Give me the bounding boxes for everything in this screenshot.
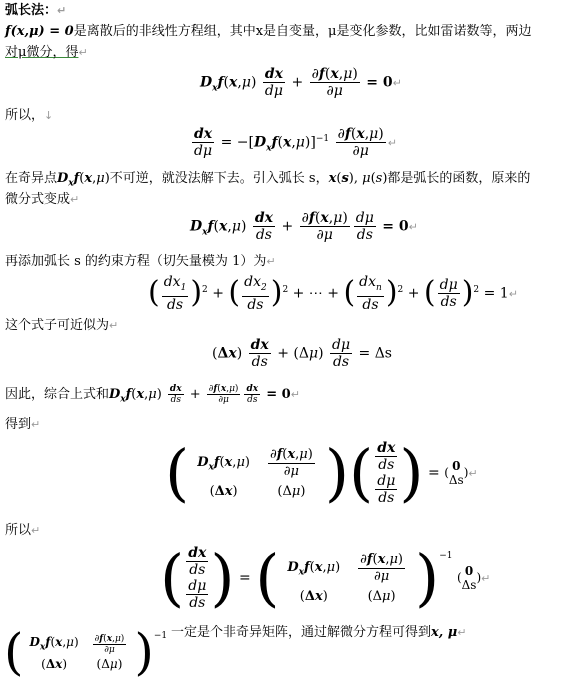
equation-1: $D_xf(x,\mu)$ $\frac{dx}{d\mu}$ + $\frac{\partial f(x,\mu)}{\partial\mu}$ = 0↵: [200, 66, 402, 99]
equation-6-matrix: ( $D_xf(x,\mu)$ $\frac{\partial f(x,\mu)}{\partial\mu}$ (Δx) (Δμ) )( $\frac{dx}{ds}$ $\frac{d\mu}{ds}$ ) = ( 0 Δs)↵: [165, 436, 478, 509]
equation-3: $D_xf(x,\mu)$ $\frac{dx}{ds}$ + $\frac{\partial f(x,\mu)}{\partial\mu}$ $\frac{d\mu}{ds}$ = 0↵: [190, 210, 418, 243]
paragraph-5: 这个式子可近似为↵: [5, 318, 119, 333]
paragraph-3-cont: 微分式变成↵: [5, 192, 80, 207]
equation-2: $\frac{dx}{d\mu}$ = $-[D_xf(x,\mu)]^{-1}$ $\frac{\partial f(x,\mu)}{\partial\mu}$ ↵: [194, 126, 397, 159]
paragraph-6: 因此，综合上式和$D_xf(x,\mu)$ $\frac{dx}{ds}$ + $\frac{\partial f(x,\mu)}{\partial\mu}$ $\frac{dx}{ds}$ = 0↵: [5, 384, 300, 405]
equation-4: ( $\frac{dx_1}{ds}$ )$^2$ + ( $\frac{dx_2}{ds}$ )$^2$ + ⋯ + ( $\frac{dx_n}{ds}$ )$^2$ + ( $\frac{d\mu}{ds}$ )$^2$ = 1↵: [148, 274, 518, 313]
paragraph-8: 所以↵: [5, 523, 41, 538]
paragraph-3: 在奇异点$D_xf(x,\mu)$不可逆，就没法解下去。引入弧长 s，x(s), μ(s)都是弧长的函数，原来的: [5, 171, 531, 189]
paragraph-7: 得到↵: [5, 417, 41, 432]
equation-7-solution: ( $\frac{dx}{ds}$ $\frac{d\mu}{ds}$ ) = ( $D_xf(x,\mu)$ $\frac{\partial f(x,\mu)}{\partial\mu}$ (Δx) (Δμ) )$^{-1}$ ( 0 Δs)↵: [160, 541, 491, 614]
paragraph-1: f(x,μ) = 0是离散后的非线性方程组，其中x是自变量，μ是变化参数，比如雷诺数等，两边: [5, 24, 532, 39]
paragraph-4: 再添加弧长 s 的约束方程（切矢量模为 1）为↵: [5, 254, 276, 269]
section-title: 弧长法：↵: [5, 3, 67, 18]
paragraph-9: ( $D_xf(x,\mu)$ $\frac{\partial f(x,\mu)}{\partial\mu}$ (Δx) (Δμ) )$^{-1}$ $^{一定是个非奇异矩阵,通过解微分方程可得到x, \mu↵}$: [4, 623, 467, 681]
paragraph-2: 所以，↓: [5, 108, 54, 123]
inline-equation-f: f(x,μ) = 0: [5, 24, 74, 39]
equation-5: (Δx) $\frac{dx}{ds}$ + (Δμ) $\frac{d\mu}{ds}$ = Δs: [212, 337, 392, 370]
return-mark-icon: ↵: [57, 4, 67, 17]
paragraph-1-cont: 对μ微分，得↵: [5, 45, 88, 60]
